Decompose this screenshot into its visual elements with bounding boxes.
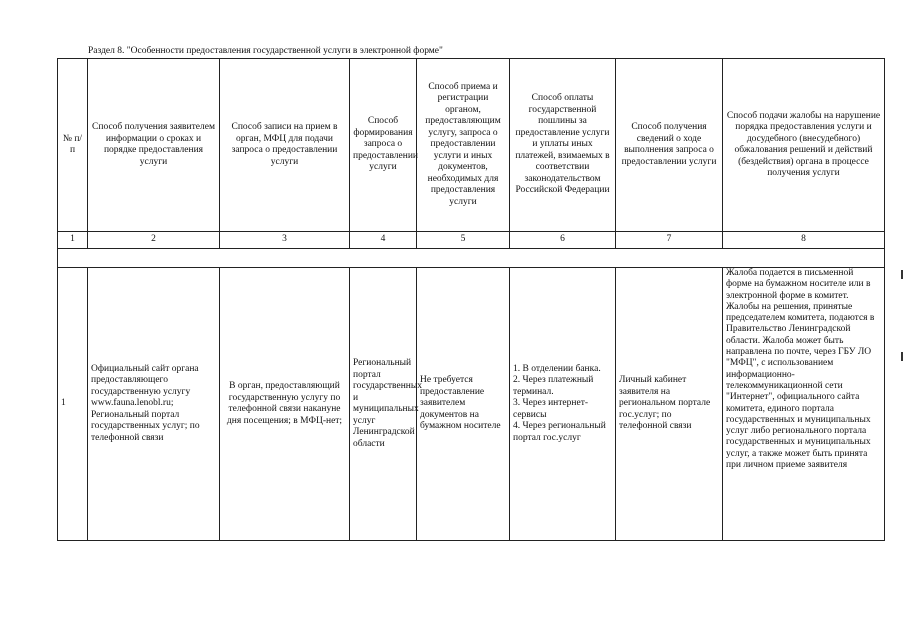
list-item: 4. Через региональный портал гос.услуг bbox=[513, 421, 606, 443]
header-cell-5: Способ приема и регистрации органом, предоставляющим услугу, запроса о предоставлении услуги и иных документов, необходимых для предоставления услуги bbox=[417, 59, 510, 232]
column-number-4: 4 bbox=[350, 232, 417, 249]
column-number-6: 6 bbox=[510, 232, 616, 249]
payment-method-cell bbox=[510, 268, 616, 541]
header-cell-6: Способ оплаты государственной пошлины за предоставление услуги и уплаты иных платежей, взимаемых в соответствии законодательством Российской Федерации bbox=[510, 59, 616, 232]
list-item: 3. Через интернет-сервисы bbox=[513, 398, 589, 420]
header-cell-1: № п/п bbox=[58, 59, 88, 232]
header-cell-4: Способ формирования запроса о предоставлении услуги bbox=[350, 59, 417, 232]
header-cell-7: Способ получения сведений о ходе выполнения запроса о предоставлении услуги bbox=[616, 59, 723, 232]
status-method-cell: Личный кабинет заявителя на региональном портале гос.услуг; по телефонной связи bbox=[616, 268, 723, 541]
section-title: Раздел 8. "Особенности предоставления государственной услуги в электронной форме" bbox=[88, 46, 443, 56]
header-row bbox=[58, 59, 885, 232]
column-number-3: 3 bbox=[220, 232, 350, 249]
column-number-5: 5 bbox=[417, 232, 510, 249]
spacer-row bbox=[58, 249, 885, 268]
header-cell-3: Способ записи на прием в орган, МФЦ для подачи запроса о предоставлении услуги bbox=[220, 59, 350, 232]
scan-edge-mark bbox=[901, 352, 903, 361]
spacer-cell bbox=[58, 249, 885, 268]
column-number-7: 7 bbox=[616, 232, 723, 249]
list-item: 1. В отделении банка. bbox=[513, 363, 601, 374]
header-cell-8: Способ подачи жалобы на нарушение порядка предоставления услуги и досудебного (внесудебного) обжалования решений и действий (бездействия) органа в процессе получения услуги bbox=[723, 59, 885, 232]
column-number-8: 8 bbox=[723, 232, 885, 249]
request-method-cell: Региональный портал государственных и муниципальных услуг Ленинградской области bbox=[350, 268, 417, 541]
appointment-method-cell: В орган, предоставляющий государственную услугу по телефонной связи накануне дня посещения; в МФЦ-нет; bbox=[220, 268, 350, 541]
row-number: 1 bbox=[58, 268, 88, 541]
services-table bbox=[57, 58, 885, 541]
column-number-1: 1 bbox=[58, 232, 88, 249]
scan-edge-mark bbox=[901, 270, 903, 279]
header-cell-2: Способ получения заявителем информации о сроках и порядке предоставления услуги bbox=[88, 59, 220, 232]
complaint-method-cell: Жалоба подается в письменной форме на бумажном носителе или в электронной форме в комитет. Жалобы на решения, принятые председателем комитета, подаются в Правительство Ленинградской области. Жалоба может быть направлена по почте, через ГБУ ЛО "МФЦ", с использованием информационно-телекоммуникационной сети "Интернет", официального сайта комитета, единого портала государственных и муниципальных услуг либо регионального портала государственных и муниципальных услуг, а также может быть принята при личном приеме заявителя bbox=[723, 268, 885, 541]
info-method-cell: Официальный сайт органа предоставляющего государственную услугу www.fauna.lenobl.ru; Региональный портал государственных услуг; по телефонной связи bbox=[88, 268, 220, 541]
column-number-row bbox=[58, 232, 885, 249]
column-number-2: 2 bbox=[88, 232, 220, 249]
list-item: 2. Через платежный терминал. bbox=[513, 375, 594, 397]
payment-methods-list bbox=[513, 364, 612, 445]
table-row bbox=[58, 268, 885, 541]
registration-method-cell: Не требуется предоставление заявителем документов на бумажном носителе bbox=[417, 268, 510, 541]
